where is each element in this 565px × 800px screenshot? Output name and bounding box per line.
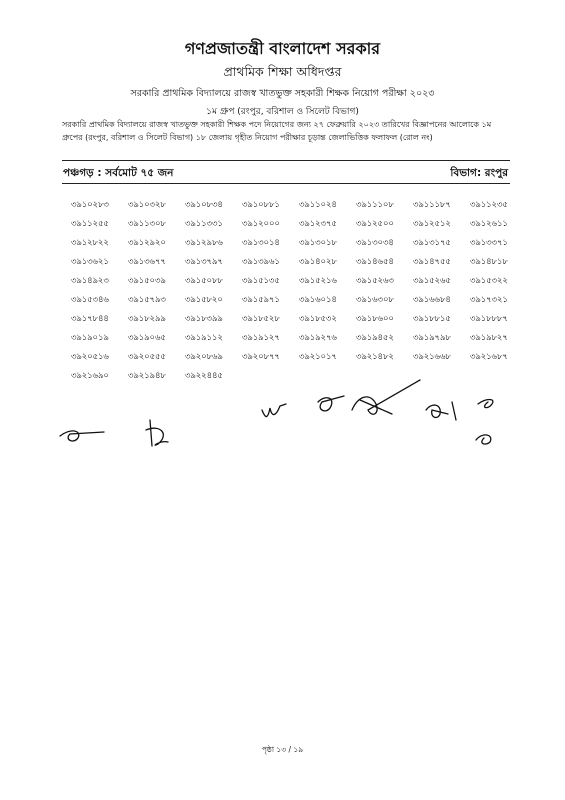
roll-number: ৩৯১৩৯৬১ [242, 256, 280, 266]
roll-number: ৩৯১৮৫৩২ [299, 313, 337, 323]
roll-number: ৩৯১৯২৭৬ [299, 332, 337, 342]
roll-number: ৩৯১৭৮৪৪ [71, 313, 109, 323]
group-title: ১ম গ্রুপ (রংপুর, বরিশাল ও সিলেট বিভাগ) [206, 107, 359, 117]
roll-number: ৩৯১৩৩৭১ [470, 237, 508, 247]
roll-number: ৩৯১৩০৩৪ [356, 237, 394, 247]
divider-top [62, 160, 510, 161]
roll-number: ৩৯১৩০১৪ [242, 237, 280, 247]
roll-number: ৩৯২১৪৮২ [356, 351, 394, 361]
roll-number: ৩৯১৯১২৭ [242, 332, 280, 342]
roll-number: ৩৯২০৮৭৭ [242, 351, 280, 361]
roll-number: ৩৯১৯১১২ [185, 332, 223, 342]
roll-number: ৩৯১৫০৩৯ [128, 275, 166, 285]
roll-number: ৩৯১৫৯৭১ [242, 294, 280, 304]
roll-number: ৩৯১৩৭৯৭ [185, 256, 223, 266]
roll-number: ৩৯১৩৬২১ [71, 256, 109, 266]
document-header [0, 38, 565, 119]
roll-number: ৩৯১৯৪৫২ [356, 332, 394, 342]
signature-6 [426, 402, 456, 420]
government-title: গণপ্রজাতন্ত্রী বাংলাদেশ সরকার [184, 39, 381, 58]
roll-number: ৩৯১৩৬৭৭ [128, 256, 166, 266]
roll-number: ৩৯১৫০৮৮ [185, 275, 223, 285]
roll-number: ৩৯১৮৮১৫ [413, 313, 451, 323]
roll-number: ৩৯১২৫১২ [413, 218, 451, 228]
roll-number: ৩৯১৭৩২১ [470, 294, 508, 304]
roll-number: ৩৯১৫২৬৫ [413, 275, 451, 285]
roll-number: ৩৯১০৩২৮ [128, 199, 166, 209]
district-total: পঞ্চগড় : সর্বমোট ৭৫ জন [63, 167, 174, 179]
roll-number: ৩৯১৫৩৪৬ [71, 294, 109, 304]
roll-number: ৩৯১৫১৩৫ [242, 275, 280, 285]
roll-number: ৩৯১৯৮২৭ [470, 332, 508, 342]
divider-bottom [62, 183, 510, 184]
roll-number: ৩৯১৩১৭৫ [413, 237, 451, 247]
roll-number: ৩৯২২৪৪৫ [185, 370, 223, 380]
roll-number: ৩৯১৫৩২২ [470, 275, 508, 285]
roll-number: ৩৯১১১০৮ [356, 199, 394, 209]
roll-number: ৩৯১২৩৭৫ [299, 218, 337, 228]
roll-number-grid [71, 199, 531, 380]
intro-paragraph: সরকারি প্রাথমিক বিদ্যালয়ে রাজস্ব খাতভুক্ত সহকারী শিক্ষক পদে নিয়োগের জন্য ২৭ ফেব্রুয়ারি ২০২৩ তারিখের বিজ্ঞাপনের আলোকে ১ম গ্রুপের (রংপুর, বরিশাল ও সিলেট বিভাগ) ১৮ জেলায় গৃহীত নিয়োগ পরীক্ষার চূড়ান্ত জেলাভিত্তিক ফলাফল (রোল নং) [62, 120, 492, 142]
roll-number: ৩৯১৫৮২০ [185, 294, 223, 304]
roll-number: ৩৯১০৮৮১ [242, 199, 280, 209]
signature-7 [478, 400, 493, 408]
roll-number: ৩৯১৪০২৮ [299, 256, 337, 266]
roll-number: ৩৯১৮৫২৮ [242, 313, 280, 323]
roll-number: ৩৯১৮৩৯৯ [185, 313, 223, 323]
roll-number: ৩৯১১৩৩১ [185, 218, 223, 228]
roll-number: ৩৯১১০২৪ [299, 199, 337, 209]
roll-number: ৩৯১৮২৯৯ [128, 313, 166, 323]
roll-number: ৩৯২১৬৮৭ [470, 351, 508, 361]
roll-number: ৩৯১২৮২২ [71, 237, 109, 247]
roll-number: ৩৯২১৬৬৮ [413, 351, 451, 361]
signature-8 [476, 435, 491, 444]
signature-2 [146, 420, 168, 446]
roll-number: ৩৯১৫২১৬ [299, 275, 337, 285]
roll-number: ৩৯১৯০১৯ [71, 332, 109, 342]
roll-number: ৩৯১৬৬৮৪ [413, 294, 451, 304]
roll-number: ৩৯১৯৭৯৮ [413, 332, 451, 342]
roll-number: ৩৯২১০১৭ [299, 351, 337, 361]
roll-number: ৩৯১৫২৬৩ [356, 275, 394, 285]
roll-number: ৩৯১১৩০৮ [128, 218, 166, 228]
roll-number: ৩৯১৪৮১৮ [470, 256, 508, 266]
directorate-title: প্রাথমিক শিক্ষা অধিদপ্তর [223, 64, 342, 79]
signature-1 [60, 431, 104, 441]
roll-number: ৩৯১৪৭৫৫ [413, 256, 451, 266]
roll-number: ৩৯১২৬১১ [470, 218, 508, 228]
roll-number: ৩৯১১১৮৭ [413, 199, 451, 209]
roll-number: ৩৯১৪৯২৩ [71, 275, 109, 285]
roll-number: ৩৯১৬০১৪ [299, 294, 337, 304]
roll-number: ৩৯১০২৮৩ [71, 199, 109, 209]
roll-number: ৩৯১৮৬০০ [356, 313, 394, 323]
roll-number: ৩৯১০৮৩৪ [185, 199, 223, 209]
roll-number: ৩৯১২৯২০ [128, 237, 166, 247]
roll-number: ৩৯১২৫০০ [356, 218, 394, 228]
roll-number: ৩৯১২০০০ [242, 218, 280, 228]
page-number: পৃষ্ঠা ১৩ / ১৯ [261, 745, 304, 754]
roll-number: ৩৯১১২৫৫ [71, 218, 109, 228]
roll-number: ৩৯২০৫৫৫ [128, 351, 166, 361]
roll-number: ৩৯১৫৭৯৩ [128, 294, 166, 304]
roll-number: ৩৯১৪৬৫৪ [356, 256, 394, 266]
roll-number: ৩৯১৮৮৮৭ [470, 313, 508, 323]
roll-number: ৩৯২১৬৯০ [71, 370, 109, 380]
roll-number: ৩৯২০৫১৬ [71, 351, 109, 361]
division-label: বিভাগ: রংপুর [450, 167, 508, 179]
exam-title: সরকারি প্রাথমিক বিদ্যালয়ে রাজস্ব খাতভুক্ত সহকারী শিক্ষক নিয়োগ পরীক্ষা ২০২৩ [130, 88, 435, 99]
signature-3 [262, 404, 286, 417]
signature-4 [318, 396, 344, 411]
roll-number: ৩৯২০৮৬৯ [185, 351, 223, 361]
roll-number: ৩৯১৬৩০৮ [356, 294, 394, 304]
roll-number: ৩৯১৯০৬৫ [128, 332, 166, 342]
roll-number: ৩৯১৩০১৮ [299, 237, 337, 247]
roll-number: ৩৯১১২৩৫ [470, 199, 508, 209]
signature-5 [352, 380, 420, 414]
roll-number: ৩৯২১৯৪৮ [128, 370, 166, 380]
roll-number: ৩৯১২৯৮৬ [185, 237, 223, 247]
